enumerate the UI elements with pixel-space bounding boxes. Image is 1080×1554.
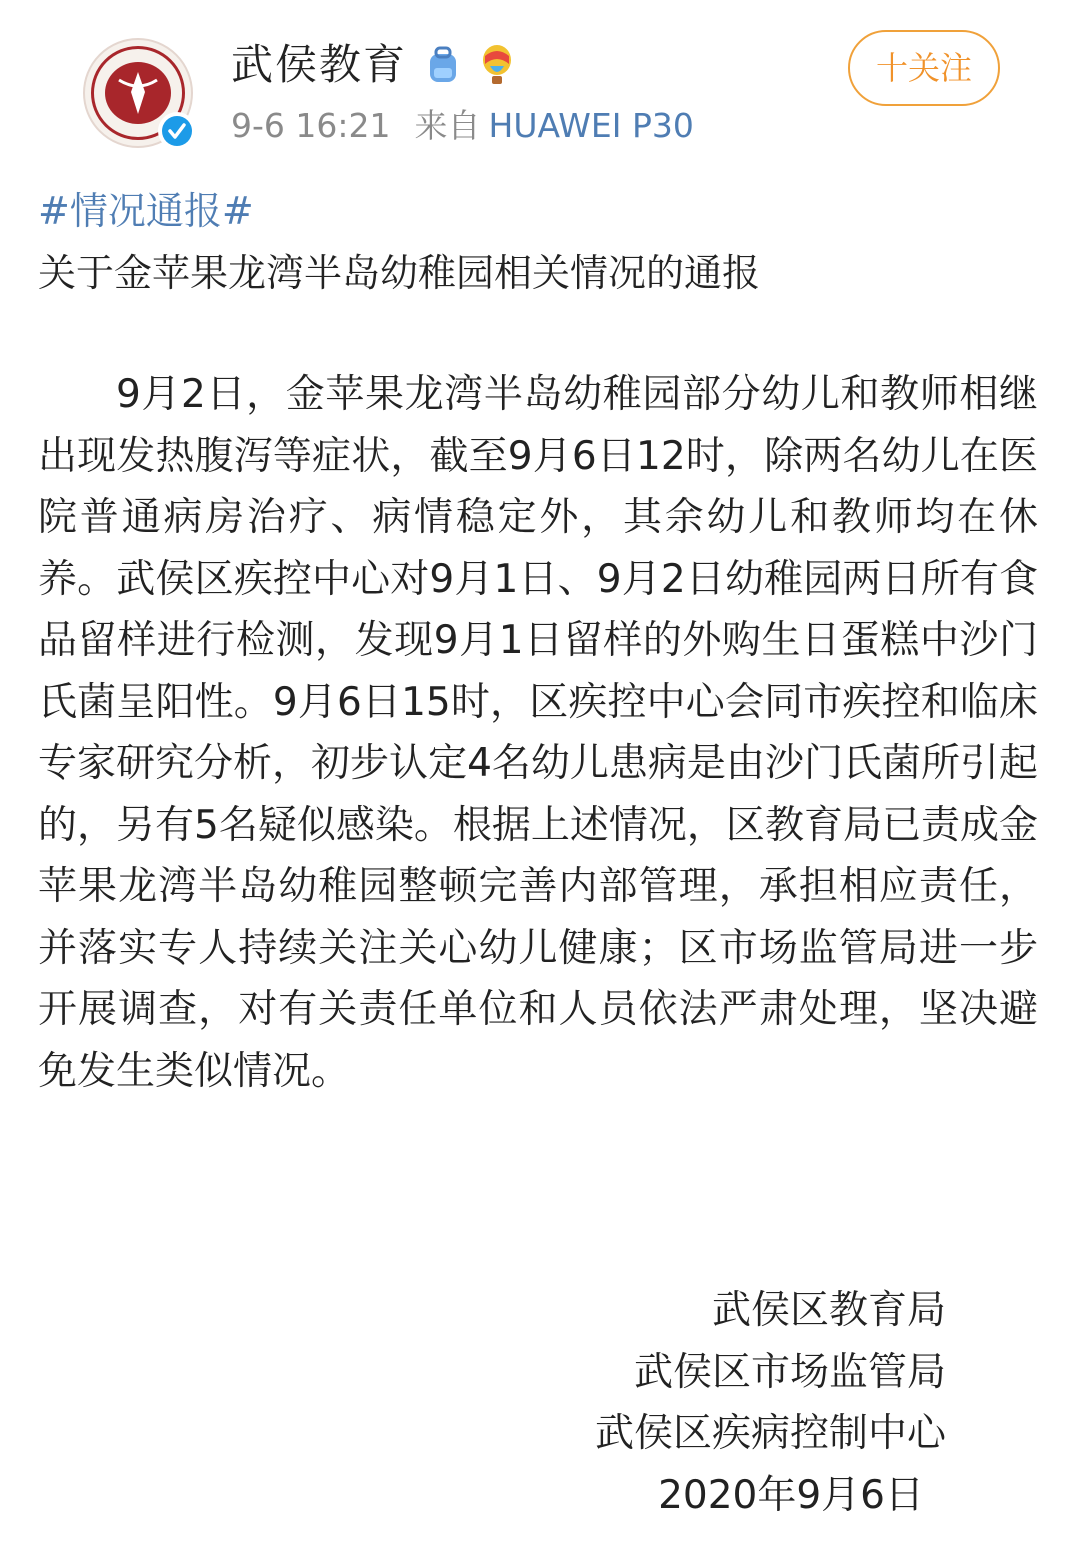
post-header (38, 0, 1038, 160)
backpack-icon (422, 44, 464, 86)
signature-line: 武侯区教育局 (711, 1288, 946, 1333)
school-logo-icon (105, 62, 171, 124)
post-title: 关于金苹果龙湾半岛幼稚园相关情况的通报 (38, 251, 761, 295)
follow-button[interactable]: 十关注 (848, 30, 1000, 106)
device-link[interactable]: HUAWEI P30 (488, 106, 694, 145)
post-body: 9月2日，金苹果龙湾半岛幼稚园部分幼儿和教师相继出现发热腹泻等症状，截至9月6日12时，除两名幼儿在医院普通病房治疗、病情稳定外，其余幼儿和教师均在休养。武侯区疾控中心对9月1日、9月2日幼稚园两日所有食品留样进行检测，发现9月1日留样的外购生日蛋糕中沙门氏菌呈阳性。9月6日15时，区疾控中心会同市疾控和临床专家研究分析，初步认定4名幼儿患病是由沙门氏菌所引起的，另有5名疑似感染。根据上述情况，区教育局已责成金苹果龙湾半岛幼稚园整顿完善内部管理，承担相应责任，并落实专人持续关注关心幼儿健康；区市场监管局进一步开展调查，对有关责任单位和人员依法严肃处理，坚决避免发生类似情况。 (38, 372, 1038, 1094)
post-meta (231, 104, 694, 148)
hashtag-link[interactable]: #情况通报# (38, 189, 254, 233)
signature-line: 武侯区疾病控制中心 (594, 1411, 946, 1456)
signature-line: 武侯区市场监管局 (633, 1349, 946, 1395)
account-name[interactable]: 武侯教育 (231, 40, 408, 89)
signature-date: 2020年9月6日 (658, 1472, 924, 1518)
post-timestamp: 9-6 16:21 (231, 106, 391, 145)
hot-air-balloon-icon (476, 44, 518, 86)
verified-check-icon (158, 112, 196, 150)
signature-block (595, 1280, 946, 1526)
source-prefix: 来自 (414, 106, 481, 145)
